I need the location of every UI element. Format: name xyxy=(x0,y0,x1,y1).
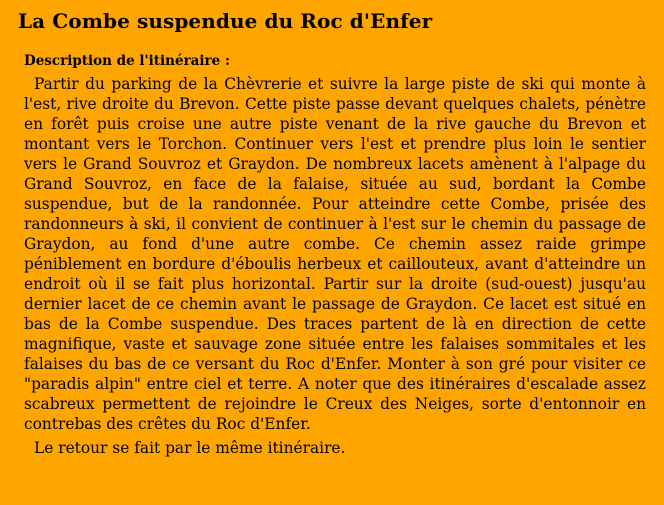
return-paragraph: Le retour se fait par le même itinéraire. xyxy=(34,439,346,457)
itinerary-description xyxy=(24,74,646,458)
itinerary-paragraph: Partir du parking de la Chèvrerie et suivre la large piste de ski qui monte à l'est, rive droite du Brevon. Cette piste passe devant quelques chalets, pénètre en forêt puis croise une autre piste venant de la rive gauche du Brevon et montant vers le Torchon. Continuer vers l'est et prendre plus loin le sentier vers le Grand Souvroz et Graydon. De nombreux lacets amènent à l'alpage du Grand Souvroz, en face de la falaise, située au sud, bordant la Combe suspendue, but de la randonnée. Pour atteindre cette Combe, prisée des randonneurs à ski, il convient de continuer à l'est sur le chemin du passage de Graydon, au fond d'une autre combe. Ce chemin assez raide grimpe péniblement en bordure d'éboulis herbeux et caillouteux, avant d'atteindre un endroit où il se fait plus horizontal. Partir sur la droite (sud-ouest) jusqu'au dernier lacet de ce chemin avant le passage de Graydon. Ce lacet est situé en bas de la Combe suspendue. Des traces partent de là en direction de cette magnifique, vaste et sauvage zone située entre les falaises sommitales et les falaises du bas de ce versant du Roc d'Enfer. Monter à son gré pour visiter ce "paradis alpin" entre ciel et terre. A noter que des itinéraires d'escalade assez scabreux permettent de rejoindre le Creux des Neiges, sorte d'entonnoir en contrebas des crêtes du Roc d'Enfer. xyxy=(24,75,646,433)
section-heading: Description de l'itinéraire : xyxy=(24,53,230,69)
page-title: La Combe suspendue du Roc d'Enfer xyxy=(18,9,433,33)
